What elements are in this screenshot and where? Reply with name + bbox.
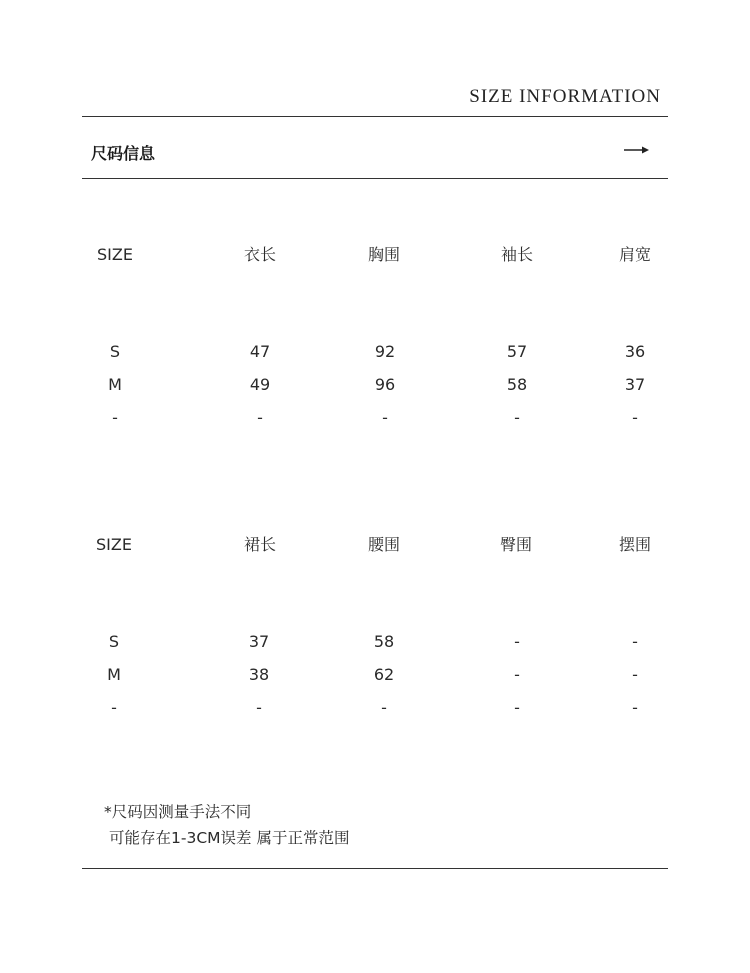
size-title: SIZE INFORMATION	[469, 86, 661, 107]
table-cell: -	[514, 408, 520, 427]
table-cell: -	[514, 665, 520, 684]
table-cell: M	[107, 665, 121, 684]
section-subtitle: 尺码信息	[91, 144, 156, 163]
footer-rule	[82, 868, 668, 869]
table-cell: 58	[373, 632, 395, 651]
table-cell: M	[108, 375, 122, 394]
table-cell: -	[112, 408, 118, 427]
column-header-chest: 胸围	[367, 245, 400, 264]
table-cell: -	[381, 698, 387, 717]
table-cell: -	[632, 632, 638, 651]
table-cell: -	[111, 698, 117, 717]
table-cell: 58	[506, 375, 528, 394]
table-cell: 57	[506, 342, 528, 361]
column-header-length: 衣长	[243, 245, 276, 264]
table-cell: -	[256, 698, 262, 717]
table-cell: 37	[624, 375, 646, 394]
tolerance-note: 可能存在1-3CM误差 属于正常范围	[109, 829, 350, 847]
table-cell: 96	[374, 375, 396, 394]
table-cell: -	[257, 408, 263, 427]
table-cell: S	[108, 632, 120, 651]
table-cell: 37	[248, 632, 270, 651]
measurement-note: *尺码因测量手法不同	[104, 803, 252, 821]
table-cell: -	[514, 632, 520, 651]
table-cell: 92	[374, 342, 396, 361]
column-header-size: SIZE	[97, 245, 133, 264]
table-cell: S	[109, 342, 121, 361]
table-cell: -	[382, 408, 388, 427]
column-header-sleeve: 袖长	[500, 245, 533, 264]
table-cell: -	[514, 698, 520, 717]
column-header-skirt-length: 裙长	[243, 535, 276, 554]
header-rule	[82, 178, 668, 179]
table-cell: -	[632, 698, 638, 717]
column-header-hip: 臀围	[499, 535, 532, 554]
column-header-hem: 摆围	[618, 535, 651, 554]
table-cell: 36	[624, 342, 646, 361]
table-cell: 38	[248, 665, 270, 684]
arrow-right-icon	[624, 143, 650, 157]
table-cell: -	[632, 408, 638, 427]
table-cell: 62	[373, 665, 395, 684]
column-header-waist: 腰围	[367, 535, 400, 554]
table-cell: 49	[249, 375, 271, 394]
column-header-shoulder: 肩宽	[618, 245, 651, 264]
column-header-size: SIZE	[96, 535, 132, 554]
table-cell: 47	[249, 342, 271, 361]
table-cell: -	[632, 665, 638, 684]
top-rule	[82, 116, 668, 117]
